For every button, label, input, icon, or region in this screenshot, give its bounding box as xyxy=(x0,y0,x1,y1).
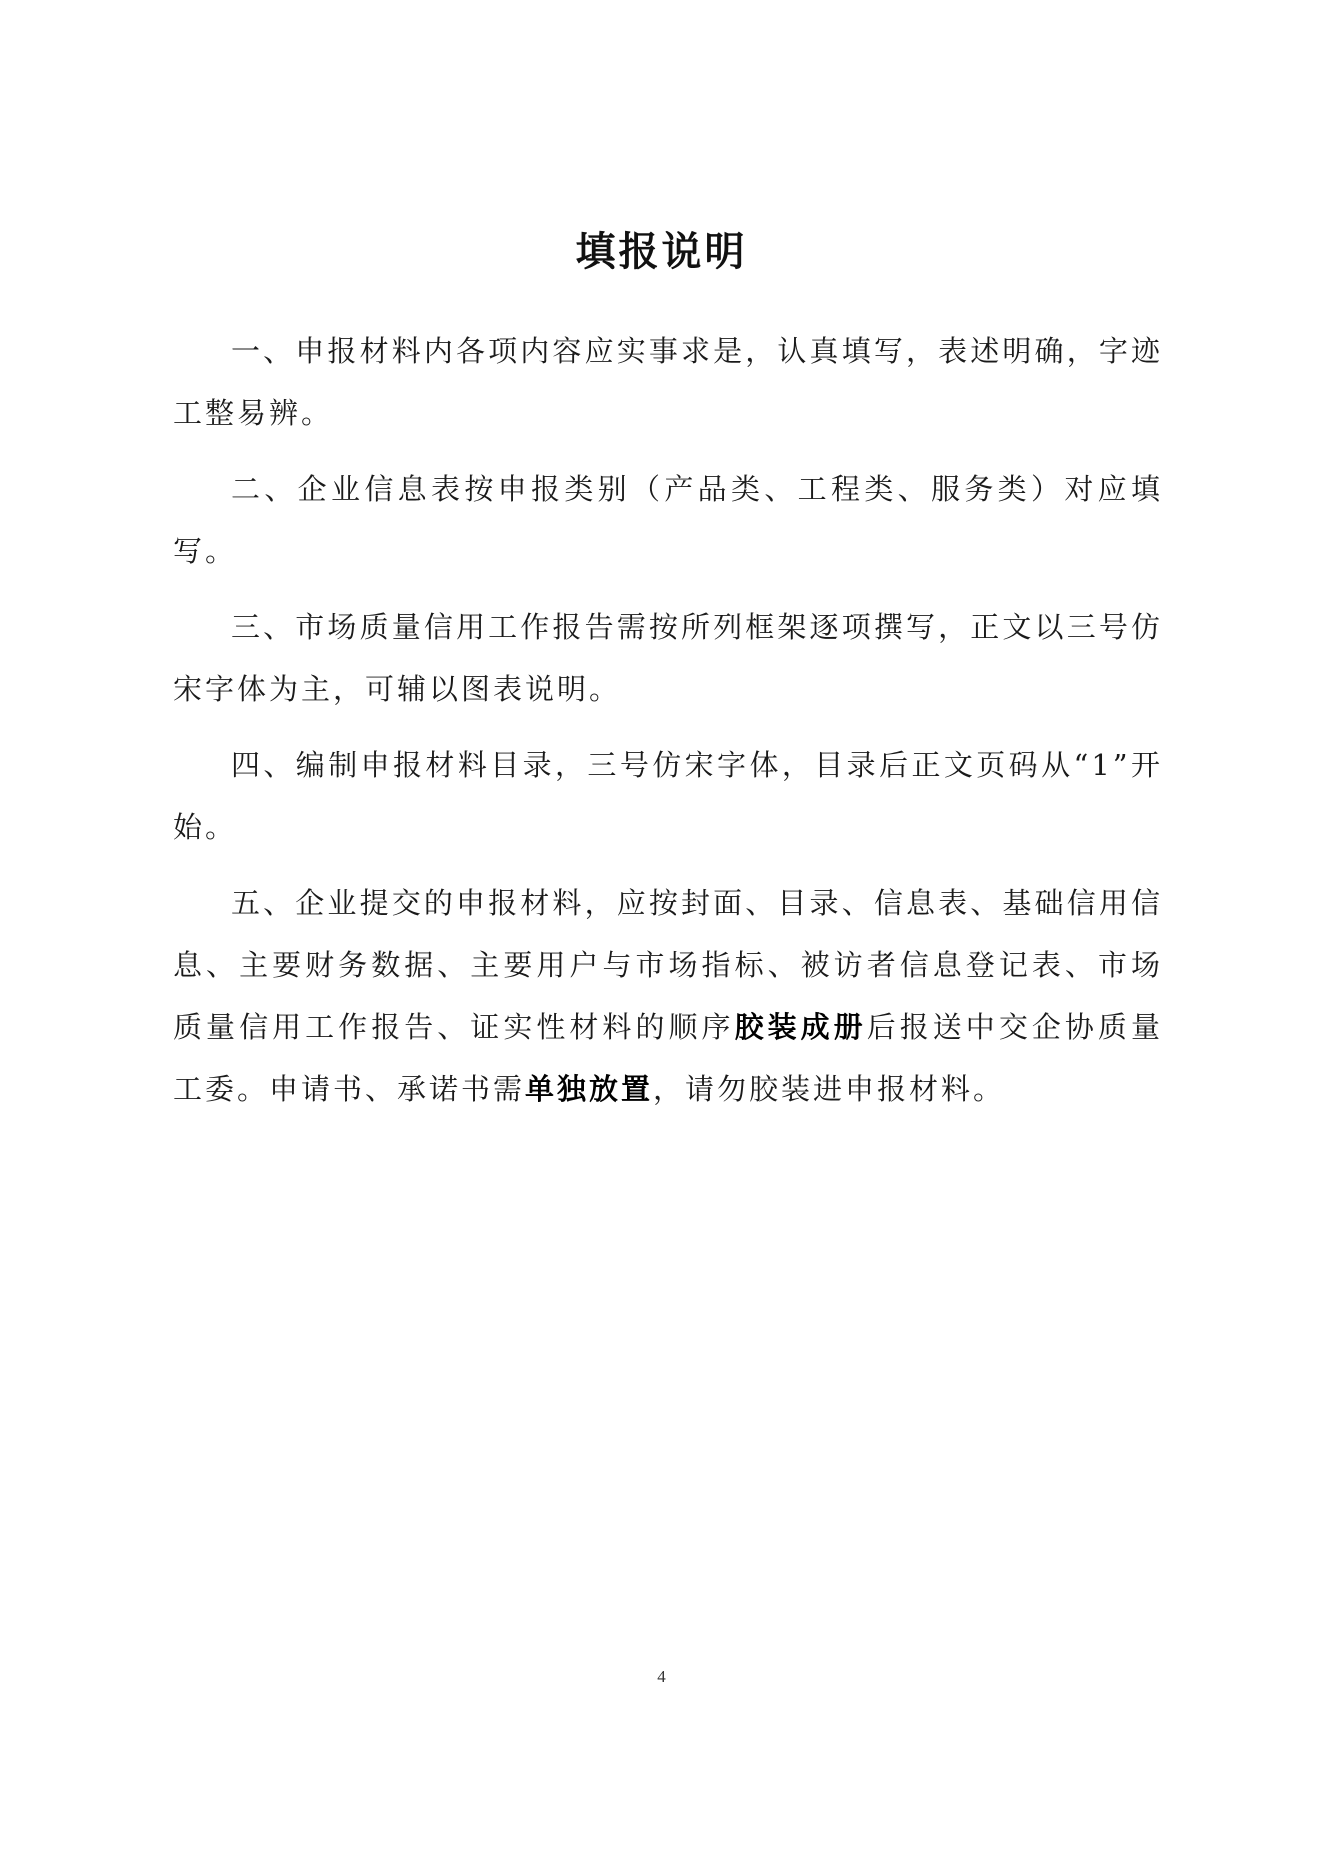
instruction-paragraph-5 xyxy=(173,872,1163,1120)
instruction-paragraph-2 xyxy=(173,458,1163,582)
paragraph-text: ，请勿胶装进申报材料。 xyxy=(653,1072,1006,1106)
paragraph-text: 二、企业信息表按申报类别（产品类、工程类、服务类）对应填写。 xyxy=(173,472,1163,568)
paragraph-text: 三、市场质量信用工作报告需按所列框架逐项撰写，正文以三号仿宋字体为主，可辅以图表说明。 xyxy=(173,610,1163,706)
page-number: 4 xyxy=(657,1667,666,1686)
page-title: 填报说明 xyxy=(575,228,748,275)
paragraph-text: 五、企业提交的申报材料，应按封面、目录、信息表、基础信用信息、主要财务数据、主要用户与市场指标、被访者信息登记表、市场质量信用工作报告、证实性材料的顺序 xyxy=(173,886,1163,1044)
instruction-paragraph-1 xyxy=(173,320,1163,444)
paragraph-text: 后报送中交企协质量工委。申请书、承诺书需 xyxy=(173,1010,1163,1106)
paragraph-text: 四、编制申报材料目录，三号仿宋字体，目录后正文页码从“1”开始。 xyxy=(173,748,1163,844)
instructions-body xyxy=(173,320,1163,1134)
instruction-paragraph-4 xyxy=(173,734,1163,858)
bold-emphasis-separate: 单独放置 xyxy=(525,1072,654,1106)
instruction-paragraph-3 xyxy=(173,596,1163,720)
paragraph-text: 一、申报材料内各项内容应实事求是，认真填写，表述明确，字迹工整易辨。 xyxy=(173,334,1163,430)
bold-emphasis-binding: 胶装成册 xyxy=(734,1010,867,1044)
